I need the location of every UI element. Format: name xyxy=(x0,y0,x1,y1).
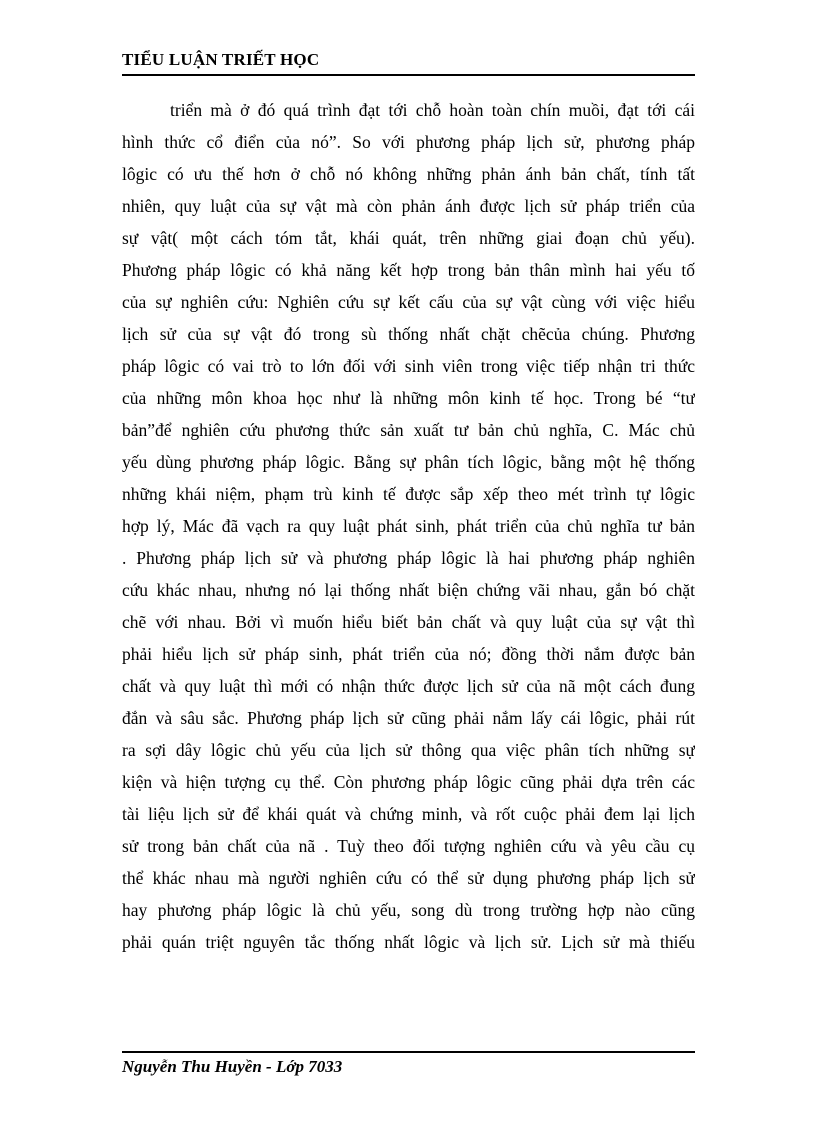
footer-author: Nguyễn Thu Huyền - Lớp 7033 xyxy=(122,1057,343,1076)
text-line: triển mà ở đó quá trình đạt tới chỗ hoàn toàn chín muồi, đạt tới cái xyxy=(170,100,695,120)
text-line: tài liệu lịch sử để khái quát và chứng minh, và rốt cuộc phải đem lại lịch xyxy=(122,804,695,824)
header-title: TIỂU LUẬN TRIẾT HỌC xyxy=(122,50,320,69)
text-line: phải hiểu lịch sử pháp sinh, phát triển của nó; đồng thời nắm được bản xyxy=(122,644,695,664)
text-line: hay phương pháp lôgic là chủ yếu, song dù trong trường hợp nào cũng xyxy=(122,900,695,920)
text-line: . Phương pháp lịch sử và phương pháp lôgic là hai phương pháp nghiên xyxy=(122,548,695,568)
text-line: ra sợi dây lôgic chủ yếu của lịch sử thông qua việc phân tích những sự xyxy=(122,740,695,760)
text-line: lôgic có ưu thế hơn ở chỗ nó không những phản ánh bản chất, tính tất xyxy=(122,164,695,184)
text-line: của sự nghiên cứu: Nghiên cứu sự kết cấu của sự vật cùng với việc hiểu xyxy=(122,292,695,312)
text-line: đắn và sâu sắc. Phương pháp lịch sử cũng phải nắm lấy cái lôgic, phải rút xyxy=(122,708,695,728)
text-line: phải quán triệt nguyên tắc thống nhất lôgic và lịch sử. Lịch sử mà thiếu xyxy=(122,932,695,952)
text-line: sử trong bản chất của nã . Tuỳ theo đối tượng nghiên cứu và yêu cầu cụ xyxy=(122,836,695,856)
text-line: chất và quy luật thì mới có nhận thức được lịch sử của nã một cách đung xyxy=(122,676,695,696)
text-line: nhiên, quy luật của sự vật mà còn phản ánh được lịch sử pháp triển của xyxy=(122,196,695,216)
text-line: bản”để nghiên cứu phương thức sản xuất tư bản chủ nghĩa, C. Mác chủ xyxy=(122,420,695,440)
footer-divider xyxy=(122,1051,695,1053)
text-line: hợp lý, Mác đã vạch ra quy luật phát sinh, phát triển của chủ nghĩa tư bản xyxy=(122,516,695,536)
text-line: lịch sử của sự vật đó trong sù thống nhất chặt chẽcủa chúng. Phương xyxy=(122,324,695,344)
text-line: của những môn khoa học như là những môn kinh tế học. Trong bé “tư xyxy=(122,388,695,408)
page-header xyxy=(122,48,695,76)
text-line: yếu dùng phương pháp lôgic. Bằng sự phân tích lôgic, bằng một hệ thống xyxy=(122,452,695,472)
text-line: sự vật( một cách tóm tắt, khái quát, trên những giai đoạn chủ yếu). xyxy=(122,228,695,248)
text-line: cứu khác nhau, nhưng nó lại thống nhất biện chứng vãi nhau, gắn bó chặt xyxy=(122,580,695,600)
text-line: thể khác nhau mà người nghiên cứu có thể sử dụng phương pháp lịch sử xyxy=(122,868,695,888)
text-line: hình thức cổ điển của nó”. So với phương pháp lịch sử, phương pháp xyxy=(122,132,695,152)
text-line: những khái niệm, phạm trù kinh tế được sắp xếp theo mét trình tự lôgic xyxy=(122,484,695,504)
text-line: chẽ với nhau. Bởi vì muốn hiểu biết bản chất và quy luật của sự vật thì xyxy=(122,612,695,632)
text-line: pháp lôgic có vai trò to lớn đối với sinh viên trong việc tiếp nhận tri thức xyxy=(122,356,695,376)
text-line: Phương pháp lôgic có khả năng kết hợp trong bản thân mình hai yếu tố xyxy=(122,260,695,280)
text-line: kiện và hiện tượng cụ thể. Còn phương pháp lôgic cũng phải dựa trên các xyxy=(122,772,695,792)
